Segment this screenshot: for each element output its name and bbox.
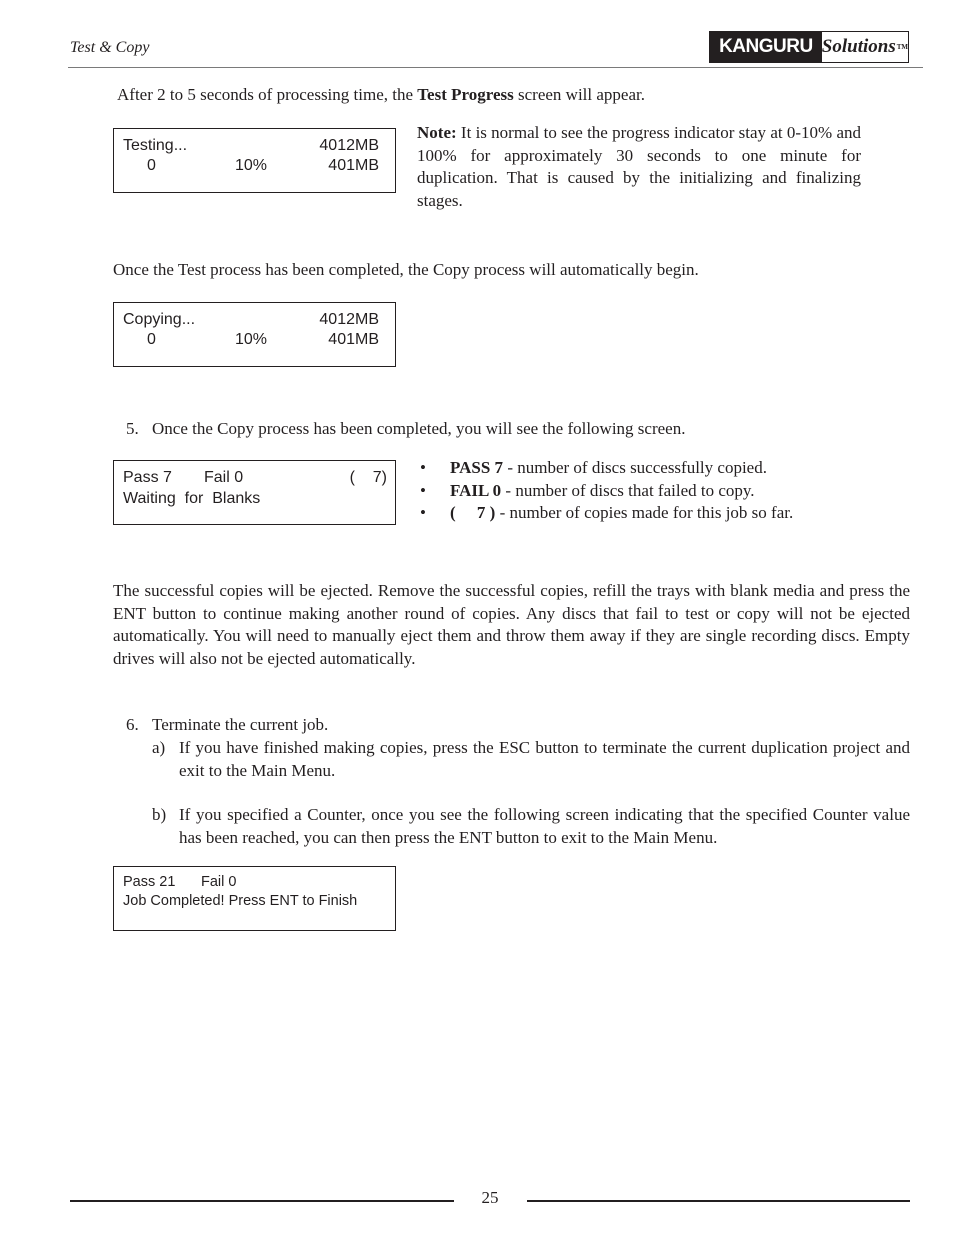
note-label: Note: — [417, 123, 457, 142]
note-paragraph — [417, 122, 861, 212]
intro-paragraph — [117, 84, 645, 107]
header-rule — [68, 67, 923, 68]
lcd-done-pass: Pass 21 — [123, 874, 176, 890]
bullet-bold: FAIL 0 — [450, 480, 502, 500]
lcd-done-line2: Job Completed! Press ENT to Finish — [123, 893, 358, 909]
lcd-copy-done: 401MB — [328, 331, 379, 348]
lcd-test-done: 401MB — [328, 157, 379, 174]
lcd-done-fail: Fail 0 — [201, 874, 237, 890]
step-6-number: 6. — [126, 715, 139, 734]
bullet-icon: • — [420, 503, 426, 522]
lcd-result-copies: ( 7) — [349, 469, 387, 486]
bullet-icon: • — [420, 458, 426, 477]
lcd-copy-total: 4012MB — [319, 311, 379, 328]
page-number: 25 — [481, 1188, 499, 1207]
copy-intro: Once the Test process has been completed, the Copy process will automatically begin. — [113, 260, 699, 279]
list-item — [420, 457, 860, 480]
bullet-bold: PASS 7 — [450, 458, 504, 477]
intro-after: screen will appear. — [513, 85, 645, 104]
step-6a-label: a) — [152, 738, 166, 757]
step-6-text: Terminate the current job. — [152, 715, 329, 734]
lcd-copy-status: Copying... — [123, 311, 196, 328]
step-5-number: 5. — [126, 419, 139, 438]
lcd-result-screen — [113, 460, 396, 525]
lcd-test-percent: 10% — [235, 157, 268, 174]
lcd-test-status: Testing... — [123, 137, 188, 154]
lcd-result-fail: Fail 0 — [204, 469, 244, 486]
lcd-test-screen — [113, 128, 396, 193]
list-item — [420, 480, 860, 503]
section-title: Test & Copy — [70, 39, 150, 56]
eject-paragraph: The successful copies will be ejected. Remove the successful copies, refill the trays with blank media and press the ENT button to continue making another round of copies. Any discs that fail to test or copy will not be ejected automatically. You will need to manually eject them and throw them away if they are single recording discs. Empty drives will also not be ejected automatically. — [113, 581, 910, 668]
note-text: It is normal to see the progress indicator stay at 0-10% and 100% for approximately 30 seconds to one minute for duplication. That is caused by the initializing and finalizing stages. — [417, 123, 861, 210]
step-6a-text: If you have finished making copies, press the ESC button to terminate the current duplication project and exit to the Main Menu. — [179, 738, 910, 780]
kanguru-logo — [709, 31, 909, 63]
lcd-done-screen — [113, 866, 396, 931]
bullet-text: - number of discs that failed to copy. — [501, 480, 755, 500]
bullet-text: - number of discs successfully copied. — [503, 458, 767, 477]
lcd-copy-percent: 10% — [235, 331, 268, 348]
lcd-test-total: 4012MB — [319, 137, 379, 154]
intro-bold: Test Progress — [417, 85, 514, 104]
logo-word-wrap — [822, 32, 908, 62]
logo-brand: KANGURU — [710, 32, 822, 62]
step-5-text: Once the Copy process has been completed, you will see the following screen. — [152, 419, 686, 438]
step-6b-text: If you specified a Counter, once you see the following screen indicating that the specified Counter value has been reached, you can then press the ENT button to exit to the Main Menu. — [179, 805, 910, 847]
bullet-bold: ( 7 ) — [450, 503, 496, 522]
bullet-text: - number of copies made for this job so far. — [495, 503, 794, 522]
list-item — [420, 502, 860, 525]
bullet-icon: • — [420, 480, 426, 500]
result-legend-list — [420, 457, 860, 525]
intro-before: After 2 to 5 seconds of processing time, the — [117, 85, 418, 104]
lcd-copy-count: 0 — [147, 331, 156, 348]
footer-rule-left — [70, 1200, 454, 1202]
footer-rule-right — [527, 1200, 910, 1202]
step-6b-label: b) — [152, 805, 167, 824]
lcd-test-count: 0 — [147, 157, 156, 174]
logo-word: Solutions — [821, 35, 896, 57]
logo-tm: TM — [896, 42, 908, 51]
lcd-result-pass: Pass 7 — [123, 469, 172, 486]
lcd-copy-screen — [113, 302, 396, 367]
lcd-result-line2: Waiting for Blanks — [123, 490, 261, 507]
